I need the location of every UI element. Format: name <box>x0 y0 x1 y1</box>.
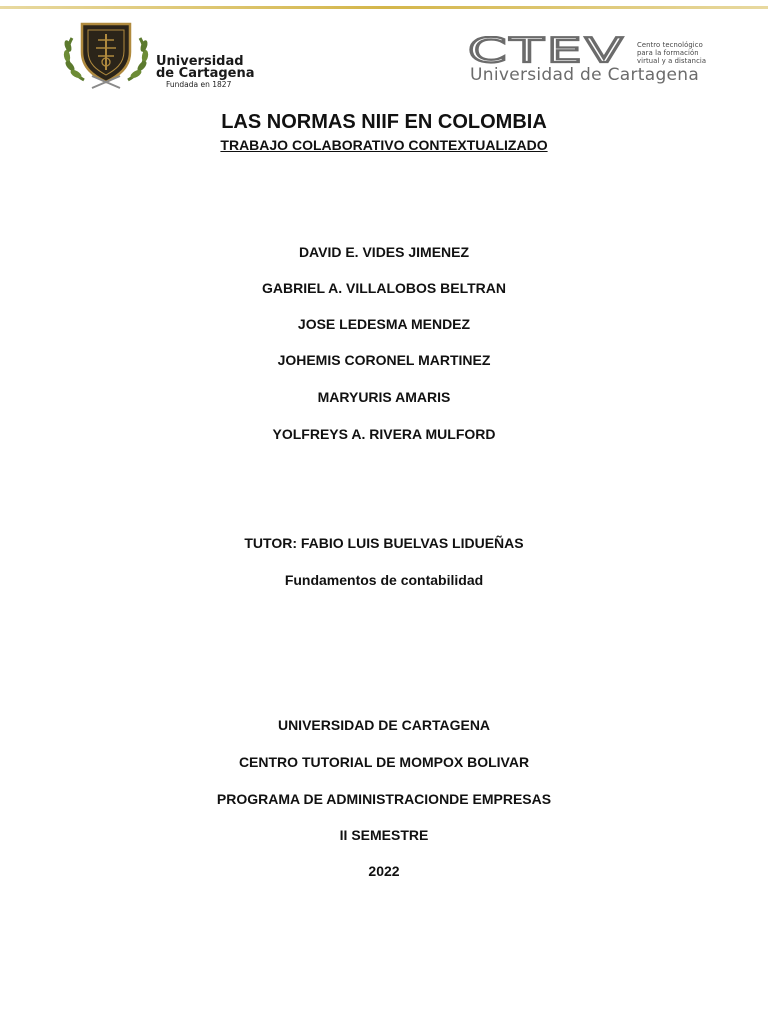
page-header <box>0 10 768 90</box>
institution-name: UNIVERSIDAD DE CARTAGENA <box>277 717 491 733</box>
ctev-wordmark-icon <box>468 36 630 64</box>
course-name: Fundamentos de contabilidad <box>284 572 484 588</box>
author-name: GABRIEL A. VILLALOBOS BELTRAN <box>262 280 506 296</box>
tutor-name: TUTOR: FABIO LUIS BUELVAS LIDUEÑAS <box>244 535 524 551</box>
university-name-line1: Universidad <box>156 54 244 69</box>
ctev-logo <box>468 36 718 86</box>
university-wordmark <box>156 56 255 89</box>
author-name: JOHEMIS CORONEL MARTINEZ <box>277 352 491 368</box>
university-founded-text: Fundada en 1827 <box>166 80 232 89</box>
semester: II SEMESTRE <box>339 827 429 843</box>
author-name: MARYURIS AMARIS <box>317 389 451 405</box>
tutorial-center: CENTRO TUTORIAL DE MOMPOX BOLIVAR <box>238 754 530 770</box>
program-name: PROGRAMA DE ADMINISTRACIONDE EMPRESAS <box>216 791 552 807</box>
ctev-tagline: Centro tecnológico para la formación virtual y a distancia <box>637 41 707 65</box>
author-name: DAVID E. VIDES JIMENEZ <box>298 244 470 260</box>
university-crest-icon <box>62 18 150 90</box>
ctev-institution-name: Universidad de Cartagena <box>470 65 700 85</box>
year: 2022 <box>368 863 400 879</box>
top-decorative-rule <box>0 6 768 9</box>
document-subtitle: TRABAJO COLABORATIVO CONTEXTUALIZADO <box>220 137 548 153</box>
universidad-de-cartagena-logo <box>62 18 262 90</box>
university-name-line2: de Cartagena <box>156 66 255 81</box>
author-name: JOSE LEDESMA MENDEZ <box>297 316 471 332</box>
author-name: YOLFREYS A. RIVERA MULFORD <box>272 426 496 442</box>
ctev-wordmark-text: CTEV <box>468 36 626 64</box>
document-title: LAS NORMAS NIIF EN COLOMBIA <box>221 111 547 133</box>
